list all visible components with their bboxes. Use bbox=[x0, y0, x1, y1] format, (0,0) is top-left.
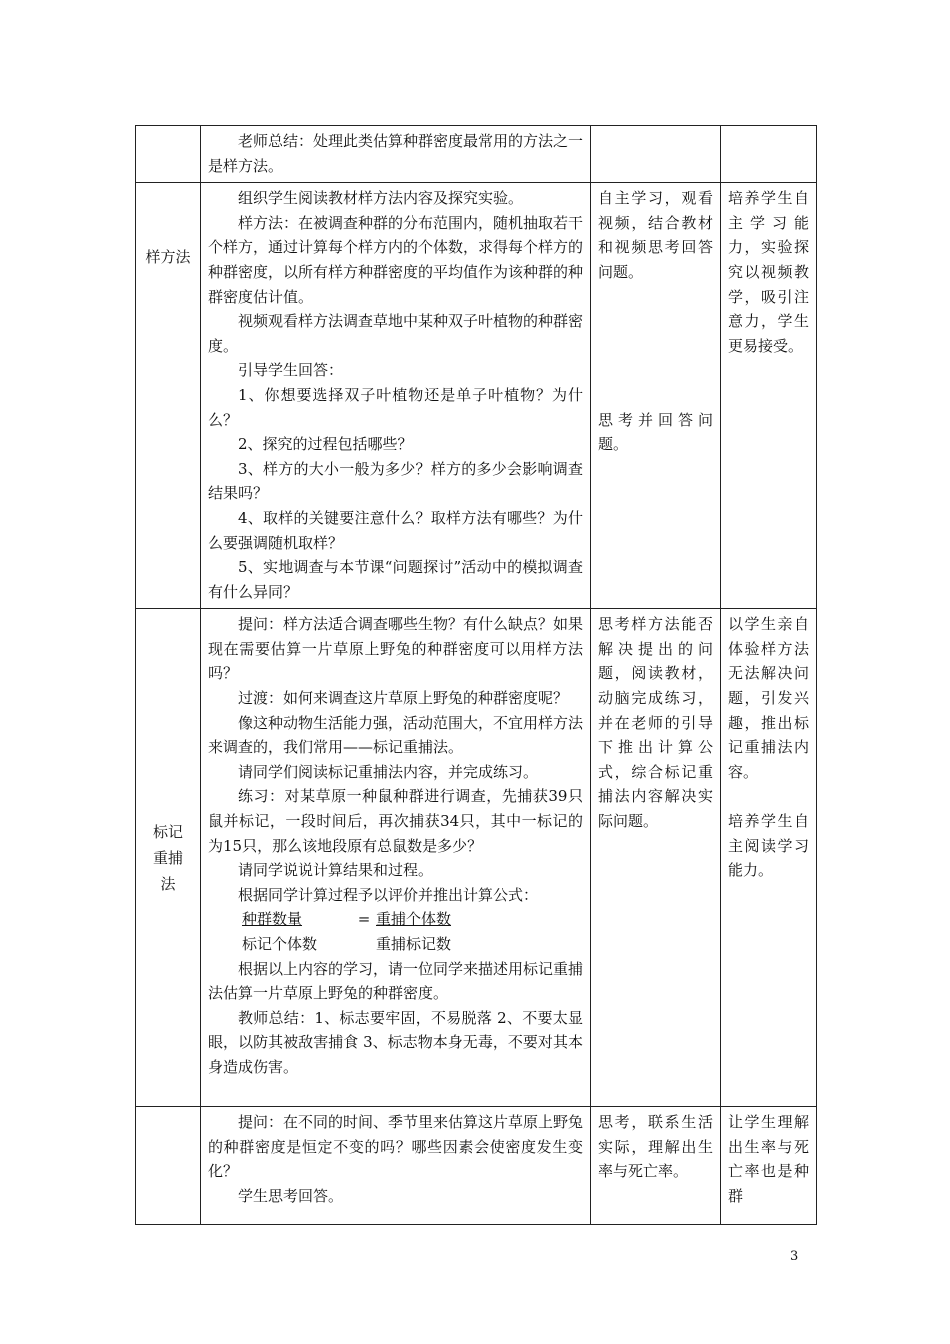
paragraph: 思考样方法能否解决提出的问题，阅读教材，动脑完成练习，并在老师的引导下推出计算公式，综合标记重捕法内容解决实际问题。 bbox=[598, 615, 713, 831]
paragraph: 2、探究的过程包括哪些？ bbox=[238, 435, 413, 454]
paragraph: 教师总结：1、标志要牢固，不易脱落 2、不要太显眼，以防其被敌害捕食 3、标志物本身无毒，不要对其本身造成伤害。 bbox=[208, 1008, 583, 1076]
page-number: 3 bbox=[790, 1249, 799, 1264]
section-cell bbox=[136, 126, 201, 183]
paragraph: 学生思考回答。 bbox=[238, 1187, 344, 1206]
paragraph: 以学生亲自体验样方法无法解决问题，引发兴趣，推出标记重捕法内容。 bbox=[728, 615, 809, 781]
section-label: 标记重捕法 bbox=[152, 822, 183, 893]
paragraph: 根据同学计算过程予以评价并推出计算公式： bbox=[238, 885, 539, 904]
paragraph: 视频观看样方法调查草地中某种双子叶植物的种群密度。 bbox=[208, 312, 584, 355]
paragraph: 样方法：在被调查种群的分布范围内，随机抽取若干个样方，通过计算每个样方内的个体数，求得每个样方的种群密度，以所有样方种群密度的平均值作为该种群的种群密度估计值。 bbox=[208, 213, 584, 306]
paragraph: 1、你想要选择双子叶植物还是单子叶植物？为什么？ bbox=[208, 385, 583, 429]
teacher-activity-cell bbox=[201, 126, 591, 183]
paragraph: 引导学生回答： bbox=[238, 361, 344, 380]
formula-equals: = bbox=[357, 910, 371, 929]
section-label bbox=[140, 245, 196, 270]
student-activity-cell bbox=[591, 183, 721, 609]
paragraph: 根据以上内容的学习，请一位同学来描述用标记重捕法估算一片草原上野兔的种群密度。 bbox=[208, 959, 584, 1003]
paragraph: 自主学习，观看视频，结合教材和视频思考回答问题。 bbox=[598, 189, 713, 281]
teacher-activity-cell bbox=[201, 183, 591, 609]
student-activity-cell bbox=[591, 1107, 721, 1225]
paragraph: 请同学们阅读标记重捕法内容，并完成练习。 bbox=[238, 762, 539, 781]
paragraph: 老师总结：处理此类估算种群密度最常用的方法之一是样方法。 bbox=[208, 132, 584, 175]
teacher-activity-cell bbox=[201, 1107, 591, 1225]
table-row bbox=[136, 609, 817, 1107]
formula-recaptured: 重捕个体数 bbox=[376, 910, 452, 929]
design-intent-cell bbox=[721, 609, 817, 1107]
formula-numerator bbox=[208, 907, 583, 932]
table-row bbox=[136, 1107, 817, 1225]
paragraph: 思考，联系生活实际，理解出生率与死亡率。 bbox=[598, 1113, 713, 1181]
formula-marked: 标记个体数 bbox=[242, 935, 318, 953]
teacher-activity-cell bbox=[201, 609, 591, 1107]
paragraph: 提问：样方法适合调查哪些生物？有什么缺点？如果现在需要估算一片草原上野兔的种群密度可以用样方法吗？ bbox=[208, 615, 584, 683]
table-row bbox=[136, 126, 817, 183]
formula-spacer bbox=[352, 932, 376, 957]
lesson-plan-table bbox=[135, 125, 817, 1225]
paragraph: 提问：在不同的时间、季节里来估算这片草原上野兔的种群密度是恒定不变的吗？哪些因素会使密度发生变化？ bbox=[208, 1113, 584, 1181]
paragraph: 像这种动物生活能力强，活动范围大，不宜用样方法来调查的，我们常用——标记重捕法。 bbox=[208, 713, 584, 757]
paragraph: 请同学说说计算结果和过程。 bbox=[238, 861, 434, 880]
section-label-text: 样方法 bbox=[145, 248, 191, 267]
paragraph: 过渡：如何来调查这片草原上野兔的种群密度呢？ bbox=[238, 689, 569, 708]
design-intent-cell bbox=[721, 183, 817, 609]
formula-population: 种群数量 bbox=[242, 910, 303, 929]
paragraph: 4、取样的关键要注意什么？取样方法有哪些？为什么要强调随机取样？ bbox=[208, 508, 583, 552]
paragraph: 培养学生自主阅读学习能力。 bbox=[728, 812, 809, 880]
paragraph: 培养学生自主学习能力，实验探究以视频教学，吸引注意力，学生更易接受。 bbox=[728, 189, 809, 355]
paragraph: 思考并回答问题。 bbox=[598, 410, 713, 454]
section-cell bbox=[136, 1107, 201, 1225]
paragraph: 组织学生阅读教材样方法内容及探究实验。 bbox=[238, 189, 524, 208]
table-row bbox=[136, 183, 817, 609]
student-activity-cell bbox=[591, 126, 721, 183]
paragraph: 5、实地调查与本节课“问题探讨”活动中的模拟调查有什么异同？ bbox=[208, 558, 583, 601]
design-intent-cell bbox=[721, 1107, 817, 1225]
formula-recaptured-marked: 重捕标记数 bbox=[376, 935, 452, 953]
paragraph: 让学生理解出生率与死亡率也是种群 bbox=[728, 1113, 809, 1206]
student-activity-cell bbox=[591, 609, 721, 1107]
formula-denominator bbox=[208, 932, 583, 957]
section-cell bbox=[136, 183, 201, 609]
section-cell bbox=[136, 609, 201, 1107]
design-intent-cell bbox=[721, 126, 817, 183]
paragraph: 3、样方的大小一般为多少？样方的多少会影响调查结果吗？ bbox=[208, 459, 583, 503]
paragraph: 练习：对某草原一种鼠种群进行调查，先捕获39只鼠并标记，一段时间后，再次捕获34只，其中一标记的为15只，那么该地段原有总鼠数是多少？ bbox=[208, 787, 583, 855]
